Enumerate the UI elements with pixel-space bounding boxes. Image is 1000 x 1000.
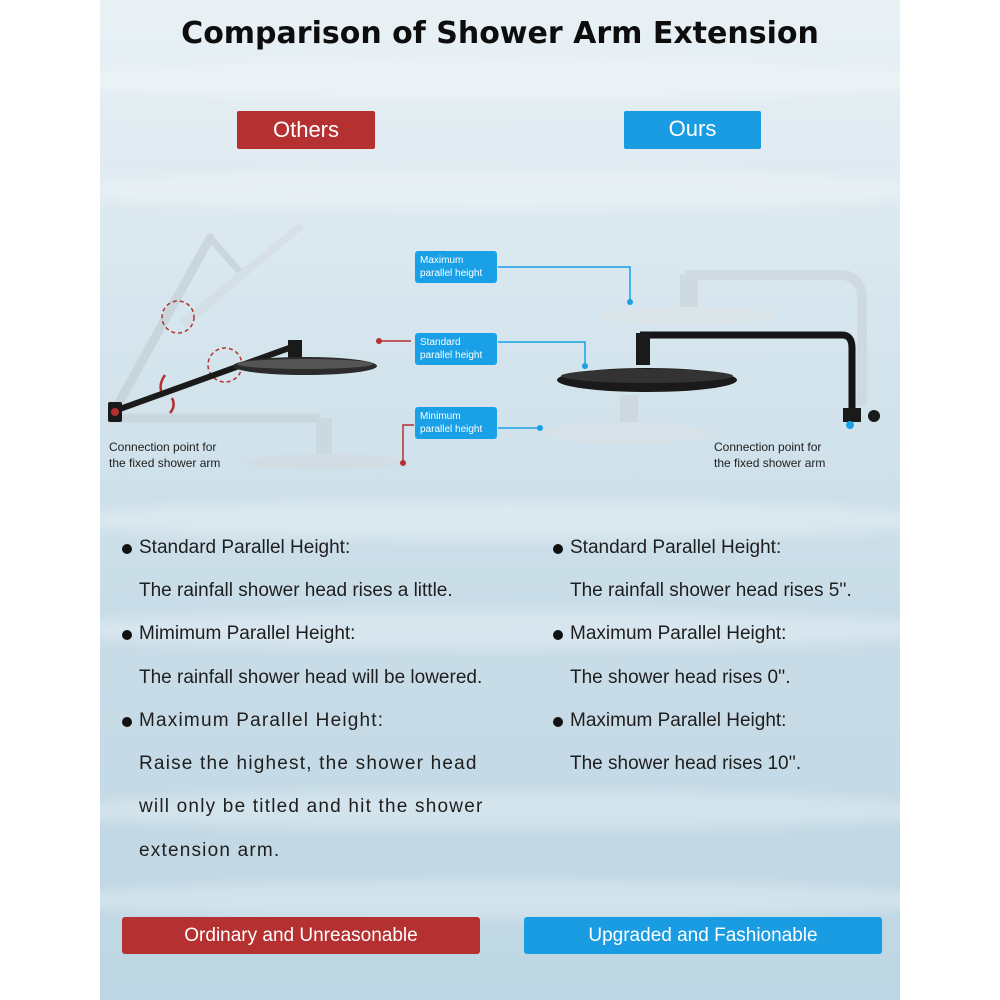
verdict-others: Ordinary and Unreasonable [122,917,480,954]
list-item: Mimimum Parallel Height: [139,623,355,645]
ours-standard-arm [557,333,880,429]
list-item: Maximum Parallel Height: [139,710,384,732]
callout-minimum: Minimum parallel height [415,407,497,439]
bullet-icon [122,544,132,554]
list-item: Maximum Parallel Height: [570,623,786,645]
verdict-ours: Upgraded and Fashionable [524,917,882,954]
list-item: Standard Parallel Height: [570,537,781,559]
others-ghost-max-arm [115,222,304,410]
others-label: Others [237,111,375,149]
connection-note-right: Connection point for the fixed shower arm [714,440,826,470]
bullet-icon [553,544,563,554]
bullet-icon [122,630,132,640]
page-title: Comparison of Shower Arm Extension [181,16,819,51]
bullet-icon [122,717,132,727]
ours-label: Ours [624,111,761,149]
callout-maximum: Maximum parallel height [415,251,497,283]
bullet-icon [553,630,563,640]
connection-note-left: Connection point for the fixed shower arm [109,440,221,470]
rotate-arrow-icon [170,398,174,413]
list-item: Maximum Parallel Height: [570,710,786,732]
callout-standard: Standard parallel height [415,333,497,365]
ours-ghost-min-head [543,395,711,444]
list-item: Standard Parallel Height: [139,537,350,559]
bullet-icon [553,717,563,727]
